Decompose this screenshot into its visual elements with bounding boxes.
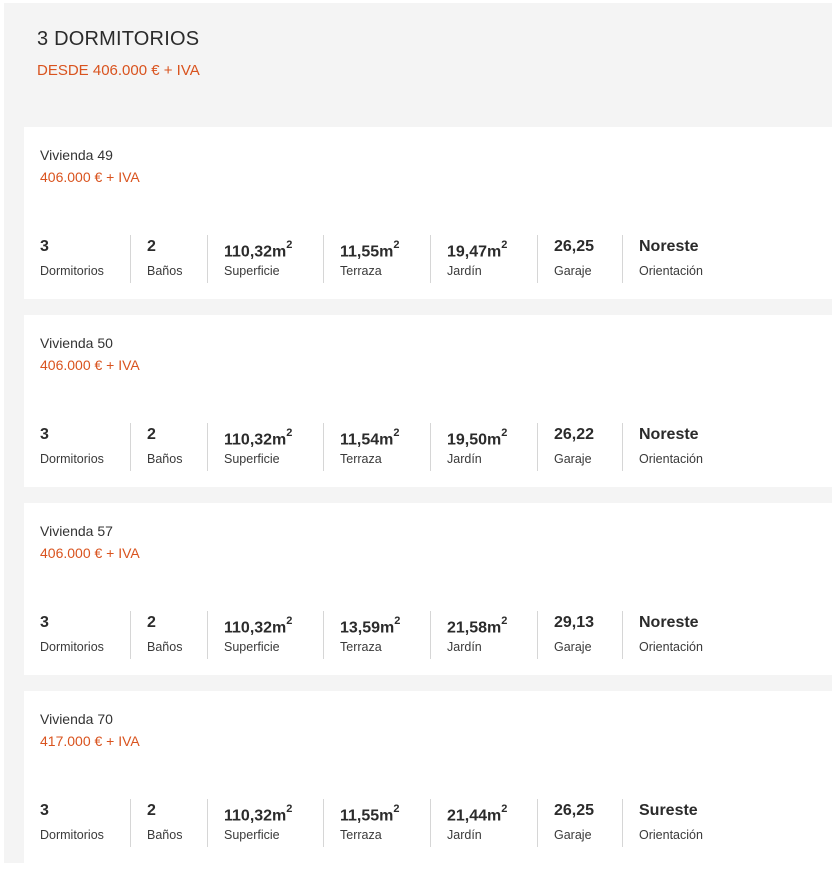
stat-terrace xyxy=(323,611,430,659)
stat-label: Orientación xyxy=(639,640,703,654)
stat-value-text: 21,44m xyxy=(447,807,502,825)
stat-unit-superscript: 2 xyxy=(286,427,293,439)
stat-value-text: 2 xyxy=(147,426,156,443)
stat-value xyxy=(340,237,400,262)
typology-price-from: DESDE 406.000 € + IVA xyxy=(37,62,200,79)
stat-surface xyxy=(207,611,323,659)
stat-label: Dormitorios xyxy=(40,452,104,466)
stat-label: Superficie xyxy=(224,264,280,278)
unit-stats xyxy=(24,799,742,847)
stat-bathrooms xyxy=(130,423,207,471)
stat-value xyxy=(340,801,400,826)
stat-value-text: 3 xyxy=(40,238,49,255)
stat-bathrooms xyxy=(130,799,207,847)
stat-value xyxy=(147,613,156,633)
stat-bathrooms xyxy=(130,611,207,659)
stat-bedrooms xyxy=(24,611,130,659)
stat-value-text: 110,32m xyxy=(224,619,287,637)
stat-unit-superscript: 2 xyxy=(393,239,400,251)
stat-value xyxy=(554,801,594,821)
stat-value-text: 11,55m xyxy=(340,807,394,825)
stat-label: Jardín xyxy=(447,452,482,466)
stat-value xyxy=(447,801,507,826)
stat-garage xyxy=(537,611,622,659)
stat-value xyxy=(639,613,699,633)
stat-garage xyxy=(537,423,622,471)
stat-value xyxy=(639,237,699,257)
stat-orientation xyxy=(622,611,742,659)
stat-bedrooms xyxy=(24,799,130,847)
stat-value xyxy=(147,237,156,257)
stat-garden xyxy=(430,423,537,471)
stat-bedrooms xyxy=(24,423,130,471)
stat-label: Orientación xyxy=(639,264,703,278)
stat-value-text: Sureste xyxy=(639,802,698,819)
stat-value xyxy=(224,425,292,450)
stat-value xyxy=(147,801,156,821)
stat-value-text: 2 xyxy=(147,802,156,819)
stat-value xyxy=(447,613,507,638)
stat-label: Baños xyxy=(147,828,183,842)
stat-terrace xyxy=(323,423,430,471)
stat-value xyxy=(40,613,49,633)
stat-value-text: 110,32m xyxy=(224,243,287,261)
stat-garden xyxy=(430,799,537,847)
stat-surface xyxy=(207,423,323,471)
stat-unit-superscript: 2 xyxy=(501,239,508,251)
unit-stats xyxy=(24,611,742,659)
stat-label: Orientación xyxy=(639,452,703,466)
stat-label: Garaje xyxy=(554,640,592,654)
unit-card[interactable] xyxy=(24,315,832,487)
unit-name[interactable]: Vivienda 70 xyxy=(40,711,113,727)
stat-value-text: Noreste xyxy=(639,426,699,443)
stat-bathrooms xyxy=(130,235,207,283)
stat-value xyxy=(340,613,400,638)
stat-garage xyxy=(537,799,622,847)
stat-label: Jardín xyxy=(447,640,482,654)
stat-value xyxy=(447,237,507,262)
stat-value-text: 19,50m xyxy=(447,431,502,449)
stat-label: Superficie xyxy=(224,452,280,466)
stat-value-text: 21,58m xyxy=(447,619,502,637)
stat-value xyxy=(554,613,594,633)
stat-label: Baños xyxy=(147,264,183,278)
stat-value-text: 19,47m xyxy=(447,243,502,261)
typology-title: 3 DORMITORIOS xyxy=(37,28,200,50)
stat-value xyxy=(224,613,292,638)
stat-orientation xyxy=(622,799,742,847)
stat-value xyxy=(554,425,594,445)
stat-label: Dormitorios xyxy=(40,640,104,654)
stat-label: Garaje xyxy=(554,828,592,842)
stat-label: Baños xyxy=(147,452,183,466)
stat-value-text: 11,55m xyxy=(340,243,394,261)
stat-value xyxy=(554,237,594,257)
unit-list xyxy=(24,127,832,879)
stat-value-text: 26,25 xyxy=(554,238,595,255)
stat-value xyxy=(447,425,507,450)
stat-unit-superscript: 2 xyxy=(286,803,293,815)
stat-value-text: Noreste xyxy=(639,614,699,631)
stat-garden xyxy=(430,611,537,659)
stat-value xyxy=(224,801,292,826)
stat-label: Terraza xyxy=(340,640,382,654)
stat-value-text: 13,59m xyxy=(340,619,395,637)
stat-terrace xyxy=(323,799,430,847)
stat-orientation xyxy=(622,235,742,283)
unit-card[interactable] xyxy=(24,127,832,299)
stat-label: Terraza xyxy=(340,828,382,842)
stat-value-text: 2 xyxy=(147,238,156,255)
unit-name[interactable]: Vivienda 49 xyxy=(40,147,113,163)
stat-value xyxy=(40,801,49,821)
stat-value-text: 3 xyxy=(40,426,49,443)
typology-header xyxy=(37,27,200,80)
stat-value-text: Noreste xyxy=(639,238,699,255)
stat-label: Garaje xyxy=(554,452,592,466)
stat-bedrooms xyxy=(24,235,130,283)
stat-value xyxy=(639,425,699,445)
stat-value-text: 26,22 xyxy=(554,426,595,443)
stat-value xyxy=(40,237,49,257)
stat-label: Jardín xyxy=(447,828,482,842)
stat-unit-superscript: 2 xyxy=(501,803,508,815)
stat-unit-superscript: 2 xyxy=(393,427,400,439)
unit-price: 417.000 € + IVA xyxy=(40,733,140,749)
unit-price: 406.000 € + IVA xyxy=(40,545,140,561)
unit-price: 406.000 € + IVA xyxy=(40,169,140,185)
stat-label: Terraza xyxy=(340,264,382,278)
stat-value xyxy=(147,425,156,445)
stat-garden xyxy=(430,235,537,283)
stat-label: Garaje xyxy=(554,264,592,278)
stat-unit-superscript: 2 xyxy=(393,803,400,815)
stat-label: Superficie xyxy=(224,828,280,842)
stat-label: Jardín xyxy=(447,264,482,278)
stat-label: Orientación xyxy=(639,828,703,842)
unit-name[interactable]: Vivienda 57 xyxy=(40,523,113,539)
stat-unit-superscript: 2 xyxy=(286,615,293,627)
stat-label: Terraza xyxy=(340,452,382,466)
unit-card[interactable] xyxy=(24,691,832,863)
unit-stats xyxy=(24,423,742,471)
stat-value xyxy=(40,425,49,445)
stat-value-text: 3 xyxy=(40,614,49,631)
stat-value xyxy=(340,425,400,450)
unit-stats xyxy=(24,235,742,283)
stat-value-text: 2 xyxy=(147,614,156,631)
stat-surface xyxy=(207,799,323,847)
stat-unit-superscript: 2 xyxy=(286,239,293,251)
stat-label: Dormitorios xyxy=(40,828,104,842)
stat-value-text: 26,25 xyxy=(554,802,595,819)
stat-value-text: 110,32m xyxy=(224,431,287,449)
stat-label: Baños xyxy=(147,640,183,654)
stat-orientation xyxy=(622,423,742,471)
unit-name[interactable]: Vivienda 50 xyxy=(40,335,113,351)
stat-terrace xyxy=(323,235,430,283)
stat-unit-superscript: 2 xyxy=(394,615,401,627)
stat-value-text: 29,13 xyxy=(554,614,595,631)
stat-unit-superscript: 2 xyxy=(501,615,508,627)
unit-price: 406.000 € + IVA xyxy=(40,357,140,373)
stat-label: Superficie xyxy=(224,640,280,654)
stat-garage xyxy=(537,235,622,283)
stat-surface xyxy=(207,235,323,283)
stat-value xyxy=(224,237,292,262)
stat-label: Dormitorios xyxy=(40,264,104,278)
unit-card[interactable] xyxy=(24,503,832,675)
stat-value-text: 11,54m xyxy=(340,431,394,449)
stat-value-text: 3 xyxy=(40,802,49,819)
stat-value xyxy=(639,801,698,821)
stat-unit-superscript: 2 xyxy=(501,427,508,439)
stat-value-text: 110,32m xyxy=(224,807,287,825)
